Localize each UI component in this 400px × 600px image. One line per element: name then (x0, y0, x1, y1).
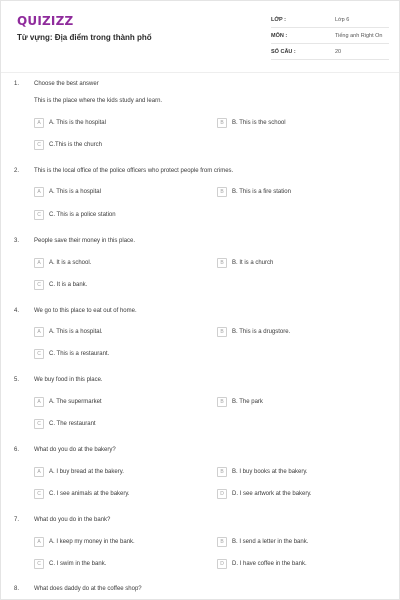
answer-option[interactable] (34, 489, 130, 499)
question-number: 7. (14, 517, 20, 523)
option-letter-box: A (34, 467, 44, 477)
answer-option[interactable] (217, 327, 290, 337)
option-letter-box: C (34, 419, 44, 429)
option-letter-box: A (34, 187, 44, 197)
meta-value: 20 (335, 49, 342, 55)
option-letter-box: B (217, 118, 227, 128)
option-letter-box: D (217, 559, 227, 569)
question-number: 1. (14, 81, 20, 87)
quizizz-logo: QUIZIZZ (17, 14, 74, 28)
answer-option[interactable] (217, 467, 308, 477)
meta-label: MÔN : (271, 33, 288, 39)
question-number: 2. (14, 168, 20, 174)
meta-divider (271, 59, 389, 60)
option-text: D. I see artwork at the bakery. (232, 491, 312, 497)
option-text: A. This is a hospital (49, 189, 101, 195)
question-number: 8. (14, 586, 20, 592)
answer-option[interactable] (217, 397, 263, 407)
option-letter-box: B (217, 327, 227, 337)
option-text: C. I swim in the bank. (49, 561, 107, 567)
option-letter-box: A (34, 327, 44, 337)
option-letter-box: C (34, 489, 44, 499)
option-letter-box: B (217, 187, 227, 197)
option-text: D. I have coffee in the bank. (232, 561, 307, 567)
option-letter-box: B (217, 258, 227, 268)
option-letter-box: B (217, 397, 227, 407)
answer-option[interactable] (34, 118, 106, 128)
answer-option[interactable] (217, 187, 291, 197)
option-letter-box: D (217, 489, 227, 499)
option-text: C. The restaurant (49, 421, 96, 427)
question-text: What do you do in the bank? (34, 517, 111, 523)
option-text: C.This is the church (49, 142, 103, 148)
question-text: What does daddy do at the coffee shop? (34, 586, 142, 592)
option-letter-box: C (34, 349, 44, 359)
meta-divider (271, 27, 389, 28)
answer-option[interactable] (34, 187, 101, 197)
option-letter-box: A (34, 537, 44, 547)
option-text: B. It is a church (232, 260, 274, 266)
meta-value: Tiếng anh Right On (335, 33, 383, 39)
answer-option[interactable] (217, 258, 273, 268)
option-text: C. This is a police station (49, 212, 116, 218)
answer-option[interactable] (34, 419, 96, 429)
option-text: C. This is a restaurant. (49, 351, 110, 357)
option-letter-box: A (34, 397, 44, 407)
answer-option[interactable] (34, 349, 109, 359)
option-letter-box: C (34, 559, 44, 569)
meta-value: Lớp 6 (335, 17, 350, 23)
option-letter-box: C (34, 280, 44, 290)
option-text: B. This is a fire station (232, 189, 291, 195)
meta-label: SỐ CÂU : (271, 49, 296, 55)
option-text: B. The park (232, 399, 263, 405)
answer-option[interactable] (217, 537, 308, 547)
option-letter-box: B (217, 537, 227, 547)
header-divider (1, 72, 399, 73)
option-text: A. It is a school. (49, 260, 92, 266)
worksheet-title: Từ vựng: Địa điểm trong thành phố (17, 33, 152, 42)
option-text: B. I send a letter in the bank. (232, 539, 309, 545)
answer-option[interactable] (217, 559, 307, 569)
question-text: Choose the best answer (34, 81, 99, 87)
answer-option[interactable] (34, 210, 116, 220)
question-number: 4. (14, 308, 20, 314)
answer-option[interactable] (34, 280, 87, 290)
answer-option[interactable] (34, 559, 106, 569)
option-text: B. This is the school (232, 120, 286, 126)
option-text: C. It is a bank. (49, 282, 88, 288)
answer-option[interactable] (34, 258, 91, 268)
answer-option[interactable] (34, 397, 102, 407)
option-text: A. This is a hospital. (49, 329, 103, 335)
option-letter-box: A (34, 118, 44, 128)
question-text: We buy food in this place. (34, 377, 103, 383)
option-letter-box: B (217, 467, 227, 477)
option-text: A. I keep my money in the bank. (49, 539, 135, 545)
question-number: 6. (14, 447, 20, 453)
question-text: What do you do at the bakery? (34, 447, 116, 453)
meta-divider (271, 43, 389, 44)
option-letter-box: C (34, 140, 44, 150)
question-text: We go to this place to eat out of home. (34, 308, 137, 314)
answer-option[interactable] (34, 140, 102, 150)
option-text: B. I buy books at the bakery. (232, 469, 308, 475)
question-number: 3. (14, 238, 20, 244)
question-text: This is the local office of the police officers who protect people from crimes. (34, 168, 234, 174)
question-number: 5. (14, 377, 20, 383)
meta-label: LỚP : (271, 17, 286, 23)
option-text: A. I buy bread at the bakery. (49, 469, 124, 475)
answer-option[interactable] (217, 489, 312, 499)
answer-option[interactable] (34, 327, 103, 337)
option-letter-box: A (34, 258, 44, 268)
answer-option[interactable] (34, 537, 135, 547)
option-text: A. This is the hospital (49, 120, 106, 126)
question-subtext: This is the place where the kids study and learn. (34, 98, 163, 104)
option-text: A. The supermarket (49, 399, 102, 405)
answer-option[interactable] (217, 118, 286, 128)
option-text: B. This is a drugstore. (232, 329, 291, 335)
option-letter-box: C (34, 210, 44, 220)
answer-option[interactable] (34, 467, 124, 477)
option-text: C. I see animals at the bakery. (49, 491, 130, 497)
question-text: People save their money in this place. (34, 238, 136, 244)
